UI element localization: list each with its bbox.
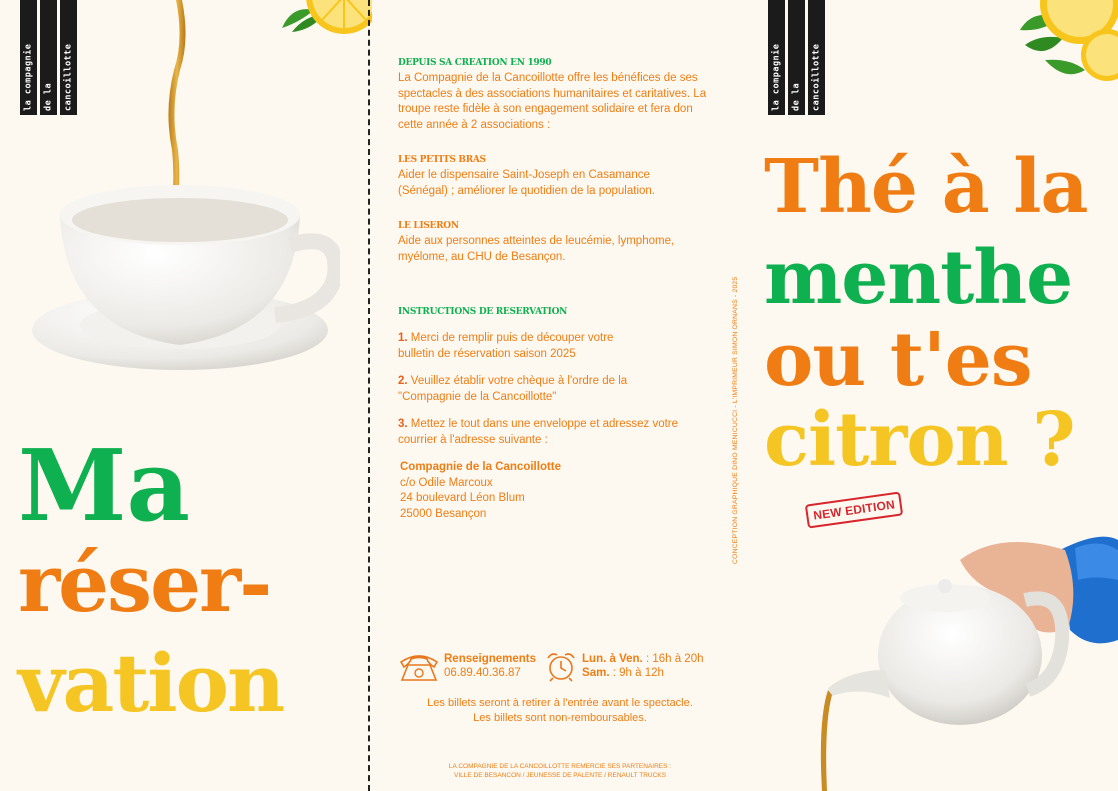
title-line-2: réser- — [18, 536, 271, 630]
hours-weekdays-label: Lun. à Ven. — [582, 653, 643, 665]
hours-saturday-value: : 9h à 12h — [609, 667, 664, 679]
right-title-line-1: Thé à la — [764, 144, 1088, 230]
teapot-hand-illustration — [800, 520, 1118, 791]
alarm-clock-icon — [544, 650, 578, 682]
assoc2-text: Aide aux personnes atteintes de leucémie, lymphome, myélome, au CHU de Besançon. — [398, 235, 675, 263]
logo-right-line-2: de la — [788, 0, 805, 115]
hours-weekdays-value: : 16h à 20h — [642, 653, 704, 665]
step-3 — [398, 417, 688, 448]
design-credit: CONCEPTION GRAPHIQUE DINO MENICUCCI - L'IMPRIMEUR SIMON ORNANS - 2025 — [732, 276, 739, 564]
step-3-text: Mettez le tout dans une enveloppe et adressez votre courrier à l'adresse suivante : — [398, 418, 679, 446]
lemon-mint-decoration-right — [1015, 0, 1118, 85]
address-line-3: 25000 Besançon — [400, 507, 487, 520]
title-line-1: Ma — [18, 429, 190, 544]
step-2-number: 2. — [398, 375, 408, 387]
contact-label: Renseignements — [444, 653, 537, 665]
tea-cup-illustration — [30, 0, 340, 370]
logo-right-line-1: la compagnie — [768, 0, 785, 115]
ticket-notice-line-1: Les billets seront à retirer à l'entrée avant le spectacle. — [427, 697, 693, 709]
title-line-3: vation — [18, 636, 284, 730]
step-1-text: Merci de remplir puis de découper votre bulletin de réservation saison 2025 — [398, 332, 614, 360]
assoc1-text: Aider le dispensaire Saint-Joseph en Casamance (Sénégal) ; améliorer le quotidien de la population. — [398, 169, 655, 197]
partners-line-1: LA COMPAGNIE DE LA CANCOILLOTTE REMERCIE SES PARTENAIRES : — [448, 763, 672, 770]
right-title-line-3: ou t'es — [764, 317, 1032, 403]
cover-right-panel — [740, 0, 1118, 791]
partners-line-2: VILLE DE BESANCON / JEUNESSE DE PALENTE / RENAULT TRUCKS — [454, 772, 666, 779]
logo-line-2: de la — [40, 0, 57, 115]
step-1-number: 1. — [398, 332, 408, 344]
postal-address — [398, 460, 718, 522]
address-line-2: 24 boulevard Léon Blum — [400, 492, 525, 504]
right-title-line-2: menthe — [764, 235, 1073, 321]
brand-logo-right — [768, 0, 825, 115]
partners-credit — [390, 762, 730, 780]
intro-heading: DEPUIS SA CREATION EN 1990 — [398, 58, 552, 68]
hours-saturday-label: Sam. — [582, 667, 610, 679]
step-2 — [398, 374, 648, 405]
contact-row — [398, 650, 704, 682]
new-edition-stamp: NEW EDITION — [805, 491, 904, 528]
address-line-1: c/o Odile Marcoux — [400, 476, 493, 489]
logo-right-line-3: cancoillotte — [808, 0, 825, 115]
step-3-number: 3. — [398, 418, 408, 430]
logo-line-1: la compagnie — [20, 0, 37, 115]
hours-weekdays — [582, 652, 703, 666]
step-2-text: Veuillez établir votre chèque à l'ordre de la "Compagnie de la Cancoillotte" — [398, 375, 628, 403]
assoc2-heading: LE LISERON — [398, 221, 459, 231]
right-title-line-4: citron ? — [764, 397, 1075, 483]
ticket-notice-line-2: Les billets sont non-remboursables. — [473, 712, 647, 724]
telephone-icon — [398, 650, 440, 682]
assoc1-heading: LES PETITS BRAS — [398, 155, 486, 165]
instructions-heading: INSTRUCTIONS DE RESERVATION — [398, 307, 568, 317]
logo-line-3: cancoillotte — [60, 0, 77, 115]
intro-text: La Compagnie de la Cancoillotte offre les bénéfices de ses spectacles à des associations humanitaires et caritatives. La troupe reste fidèle à son engagement solidaire et fera don cette année à 2 associations : — [398, 72, 707, 131]
ticket-notice — [390, 696, 730, 726]
step-1 — [398, 331, 638, 362]
address-name: Compagnie de la Cancoillotte — [400, 461, 562, 473]
cover-left-panel — [0, 0, 370, 791]
hours-saturday — [582, 666, 703, 680]
contact-phone: 06.89.40.36.87 — [444, 667, 521, 679]
info-middle-panel — [370, 0, 740, 791]
